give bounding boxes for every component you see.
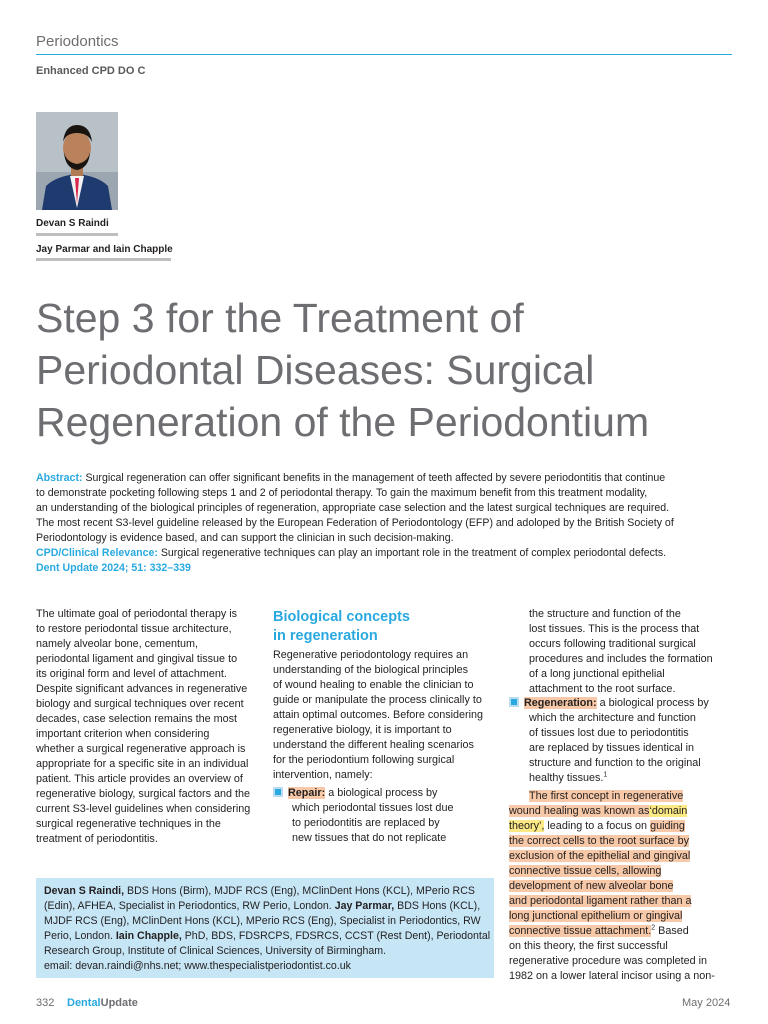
- contact-line[interactable]: email: devan.raindi@nhs.net; www.thespecialistperiodontist.co.uk: [44, 960, 351, 972]
- regeneration-label: Regeneration:: [524, 697, 597, 709]
- body-line: Regenerative periodontology requires an: [273, 649, 469, 661]
- highlighted-text: connective tissue cells, allowing: [509, 865, 662, 877]
- relevance-label: CPD/Clinical Relevance:: [36, 547, 158, 559]
- highlighted-text: connective tissue attachment.: [509, 925, 652, 937]
- body-line: of tissues lost due to periodontitis: [529, 727, 689, 739]
- bullet-square-icon: [273, 787, 283, 797]
- body-line: surgical regenerative techniques in the: [36, 818, 221, 830]
- affiliation-line: (Edin), AFHEA, Specialist in Periodontics, RW Perio, London.: [44, 900, 335, 912]
- body-line: Based: [655, 925, 689, 937]
- section-label: Periodontics: [36, 33, 119, 50]
- title-line: Regeneration of the Periodontium: [36, 399, 650, 445]
- section-heading: [273, 608, 410, 646]
- column-1-intro: [36, 607, 250, 847]
- affiliation-line: BDS Hons (KCL),: [394, 900, 481, 912]
- body-line: the structure and function of the: [529, 608, 681, 620]
- author-name: Devan S Raindi,: [44, 885, 125, 897]
- highlighted-text: and periodontal ligament rather than a: [509, 895, 692, 907]
- body-line: on this theory, the first successful: [509, 940, 668, 952]
- affiliation-line: BDS Hons (Birm), MJDF RCS (Eng), MClinDent Hons (KCL), MPerio RCS: [124, 885, 475, 897]
- author-name: Jay Parmar,: [334, 900, 395, 912]
- body-line: a biological process by: [325, 787, 438, 799]
- body-line: which the architecture and function: [529, 712, 696, 724]
- column-2-para: [273, 648, 483, 783]
- body-line: of wound healing to enable the clinician to: [273, 679, 474, 691]
- body-line: guide or manipulate the process clinically to: [273, 694, 482, 706]
- affiliation-text: [44, 884, 490, 974]
- abstract-text: an understanding of the biological principles of regeneration, appropriate case selection and the latest surgical techniques are required.: [36, 502, 670, 514]
- affiliation-line: MJDF RCS (Eng), MClinDent Hons (KCL), MPerio RCS (Eng), Specialist in Periodontics, RW: [44, 915, 481, 927]
- body-line: The ultimate goal of periodontal therapy is: [36, 608, 238, 620]
- page-number: 332: [36, 997, 55, 1009]
- heading-line: in regeneration: [273, 628, 378, 644]
- regeneration-bullet: [509, 696, 709, 786]
- magazine-name: [67, 997, 138, 1009]
- body-line: current S3-level guidelines when considering: [36, 803, 251, 815]
- bullet-square-icon: [509, 697, 519, 707]
- header-rule: [36, 54, 732, 55]
- heading-line: Biological concepts: [273, 609, 410, 625]
- highlighted-text: exclusion of the epithelial and gingival: [509, 850, 691, 862]
- abstract-text: The most recent S3-level guideline released by the European Federation of Periodontology (EFP) and adoloped by the British Society of: [36, 517, 674, 529]
- body-line: periodontal ligament and gingival tissue to: [36, 653, 238, 665]
- highlighted-text: development of new alveolar bone: [509, 880, 674, 892]
- body-line: to restore periodontal tissue architecture,: [36, 623, 232, 635]
- primary-author: Devan S Raindi: [36, 218, 109, 229]
- body-line: important criterion when considering: [36, 728, 210, 740]
- body-line: new tissues that do not replicate: [292, 832, 447, 844]
- body-line: treatment of periodontitis.: [36, 833, 158, 845]
- body-line: appropriate for a specific site in an individual: [36, 758, 249, 770]
- body-line: understanding of the biological principles: [273, 664, 469, 676]
- body-line: regenerative procedure was completed in: [509, 955, 708, 967]
- abstract-text: Periodontology is evidence based, and can support the clinician in such decision-making.: [36, 532, 454, 544]
- highlighted-text-yellow: ‘domain: [649, 805, 688, 817]
- issue-date: May 2024: [682, 997, 731, 1009]
- body-line: patient. This article provides an overview of: [36, 773, 243, 785]
- body-line: understand the different healing scenarios: [273, 739, 474, 751]
- cpd-label: Enhanced CPD DO C: [36, 65, 146, 77]
- affiliation-line: Research Group, Institute of Clinical Sciences, University of Birmingham.: [44, 945, 387, 957]
- body-line: which periodontal tissues lost due: [292, 802, 454, 814]
- body-line: namely alveolar bone, cementum,: [36, 638, 199, 650]
- highlighted-text: long junctional epithelium or gingival: [509, 910, 683, 922]
- body-line: occurs following traditional surgical: [529, 638, 696, 650]
- body-line: lost tissues. This is the process that: [529, 623, 700, 635]
- highlighted-text-yellow: theory’,: [509, 820, 545, 832]
- magazine-name-part: Update: [100, 997, 138, 1009]
- article-title: [36, 292, 736, 448]
- body-line: are replaced by tissues identical in: [529, 742, 695, 754]
- body-line: biology and surgical techniques over recent: [36, 698, 244, 710]
- body-line: leading to a focus on: [544, 820, 651, 832]
- highlighted-text: wound healing was known as: [509, 805, 650, 817]
- repair-bullet: [273, 786, 453, 846]
- body-line: healthy tissues.: [529, 772, 604, 784]
- co-author-rule: [36, 258, 171, 261]
- co-authors: Jay Parmar and Iain Chapple: [36, 244, 173, 255]
- body-line: structure and function to the original: [529, 757, 701, 769]
- body-line: attachment to the root surface.: [529, 683, 676, 695]
- highlighted-text: The first concept in regenerative: [529, 790, 684, 802]
- body-line: of a long junctional epithelial: [529, 668, 665, 680]
- body-line: regenerative biology, it is important to: [273, 724, 452, 736]
- highlighted-text: the correct cells to the root surface by: [509, 835, 690, 847]
- author-photo: [36, 112, 118, 210]
- body-line: attain optimal outcomes. Before considering: [273, 709, 484, 721]
- body-line: 1982 on a lower lateral incisor using a non-: [509, 970, 715, 982]
- affiliation-line: PhD, BDS, FDSRCPS, FDSRCS, CCST (Rest Dent), Periodontal: [181, 930, 491, 942]
- body-line: regenerative biology, surgical factors and the: [36, 788, 251, 800]
- relevance-text: Surgical regenerative techniques can play an important role in the treatment of complex periodontal defects.: [157, 547, 667, 559]
- author-rule: [36, 233, 118, 236]
- abstract: [36, 471, 726, 576]
- highlighted-text: guiding: [650, 820, 685, 832]
- magazine-name-part: Dental: [67, 997, 101, 1009]
- body-line: for the periodontium following surgical: [273, 754, 455, 766]
- affiliation-line: Perio, London.: [44, 930, 116, 942]
- citation: Dent Update 2024; 51: 332–339: [36, 562, 191, 574]
- title-line: Periodontal Diseases: Surgical: [36, 347, 595, 393]
- ref-sup: 2: [651, 924, 656, 932]
- author-name: Iain Chapple,: [115, 930, 182, 942]
- body-line: intervention, namely:: [273, 769, 373, 781]
- body-line: Despite significant advances in regenerative: [36, 683, 248, 695]
- body-line: decades, case selection remains the most: [36, 713, 238, 725]
- column-3-top: [529, 607, 713, 697]
- body-line: a biological process by: [596, 697, 709, 709]
- author-portrait-image: [36, 112, 118, 210]
- repair-label: Repair:: [288, 787, 326, 799]
- body-line: whether a surgical regenerative approach is: [36, 743, 246, 755]
- title-line: Step 3 for the Treatment of: [36, 295, 524, 341]
- abstract-text: to demonstrate pocketing following steps 1 and 2 of periodontal therapy. To gain the maximum benefit from this treatment modality,: [36, 487, 648, 499]
- body-line: to periodontitis are replaced by: [292, 817, 440, 829]
- abstract-label: Abstract:: [36, 472, 83, 484]
- column-3-para: [509, 789, 715, 984]
- ref-sup: 1: [603, 771, 608, 779]
- body-line: procedures and includes the formation: [529, 653, 713, 665]
- body-line: its original form and level of attachment.: [36, 668, 227, 680]
- abstract-text: Surgical regeneration can offer significant benefits in the management of teeth affected by severe periodontitis that continue: [82, 472, 666, 484]
